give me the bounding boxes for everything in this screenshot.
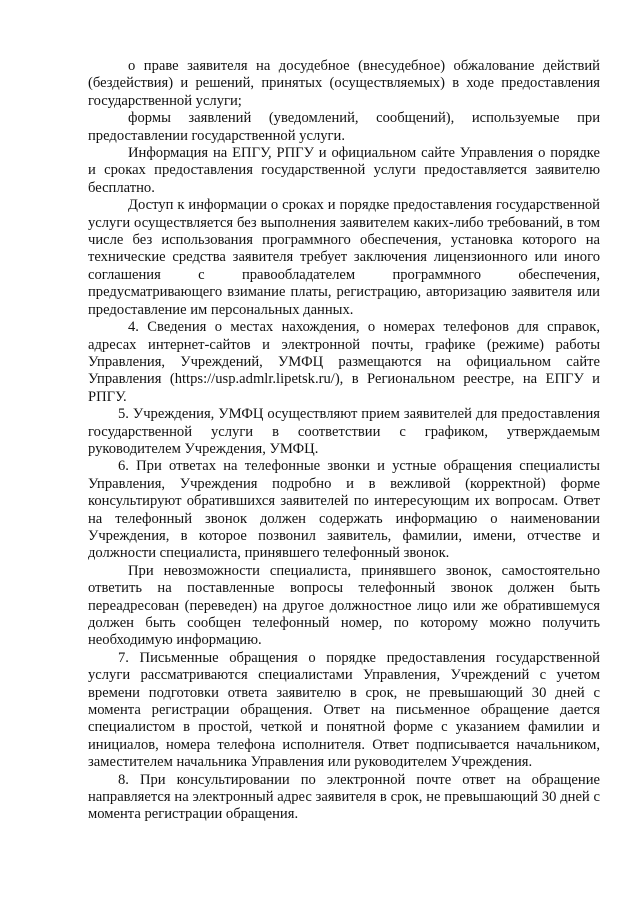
paragraph-item-7: 7. Письменные обращения о порядке предоставления государственной услуги рассматриваются специалистами Управления, Учреждений с учетом времени подготовки ответа заявителю в срок, не превышающий 30 дней с момента регистрации обращения. Ответ на письменное обращение дается специалистом в простой, четкой и понятной форме с указанием фамилии и инициалов, номера телефона исполнителя. Ответ подписывается начальником, заместителем начальника Управления или руководителем Учреждения. <box>88 649 600 771</box>
paragraph-free-information: Информация на ЕПГУ, РПГУ и официальном сайте Управления о порядке и сроках предоставления государственной услуги предоставляется заявителю бесплатно. <box>88 145 600 196</box>
paragraph-information-access: Доступ к информации о сроках и порядке предоставления государственной услуги осуществляется без выполнения заявителем каких-либо требований, в том числе без использования программного обеспечения, установка которого на технические средства заявителя требует заключения лицензионного или иного соглашения с правообладателем программного обеспечения, предусматривающего взимание платы, регистрацию, авторизацию заявителя или предоставление им персональных данных. <box>88 197 600 318</box>
paragraph-item-5: 5. Учреждения, УМФЦ осуществляют прием заявителей для предоставления государственной услуги в соответствии с графиком, утверждаемым руководителем Учреждения, УМФЦ. <box>88 406 600 457</box>
paragraph-complaint-rights: о праве заявителя на досудебное (внесудебное) обжалование действий (бездействия) и решений, принятых (осуществляемых) в ходе предоставления государственной услуги; <box>88 58 600 109</box>
paragraph-item-6: 6. При ответах на телефонные звонки и устные обращения специалисты Управления, Учреждения подробно и в вежливой (корректной) форме консультируют обратившихся заявителей по интересующим их вопросам. Ответ на телефонный звонок должен содержать информацию о наименовании Учреждения, в которое позвонил заявитель, фамилии, имени, отчестве и должности специалиста, принявшего телефонный звонок. <box>88 458 600 562</box>
document-page <box>88 58 600 824</box>
paragraph-item-4: 4. Сведения о местах нахождения, о номерах телефонов для справок, адресах интернет-сайтов и электронной почты, графике (режиме) работы Управления, Учреждений, УМФЦ размещаются на официальном сайте Управления (https://usp.admlr.lipetsk.ru/), в Региональном реестре, на ЕПГУ и РПГУ. <box>88 319 600 405</box>
paragraph-item-8: 8. При консультировании по электронной почте ответ на обращение направляется на электронный адрес заявителя в срок, не превышающий 30 дней с момента регистрации обращения. <box>88 771 600 823</box>
paragraph-application-forms: формы заявлений (уведомлений, сообщений), используемые при предоставлении государственной услуги. <box>88 110 600 144</box>
paragraph-phone-redirect: При невозможности специалиста, принявшего звонок, самостоятельно ответить на поставленные вопросы телефонный звонок должен быть переадресован (переведен) на другое должностное лицо или же обратившемуся должен быть сообщен телефонный номер, по которому можно получить необходимую информацию. <box>88 562 600 649</box>
